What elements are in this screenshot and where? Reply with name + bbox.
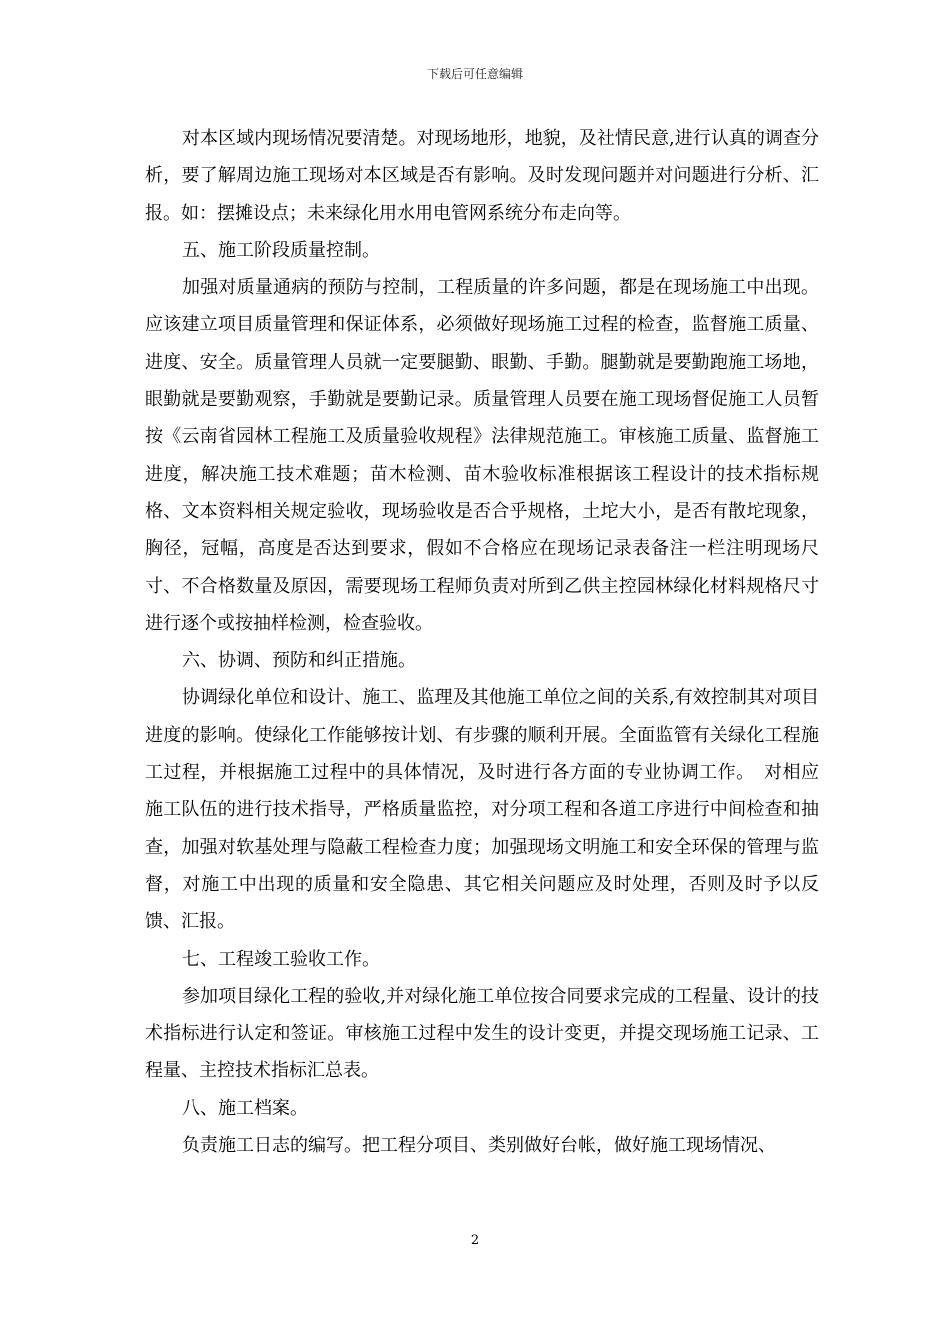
document-body: [145, 120, 819, 1164]
paragraph-quality-control: 加强对质量通病的预防与控制，工程质量的许多问题，都是在现场施工中出现。应该建立项目质量管理和保证体系，必须做好现场施工过程的检查，监督施工质量、进度、安全。质量管理人员就一定要腿勤、眼勤、手勤。腿勤就是要勤跑施工场地，眼勤就是要勤观察，手勤就是要勤记录。质量管理人员要在施工现场督促施工人员暂按《云南省园林工程施工及质量验收规程》法律规范施工。审核施工质量、监督施工进度，解决施工技术难题；苗木检测、苗木验收标准根据该工程设计的技术指标规格、文本资料相关规定验收，现场验收是否合乎规格，土坨大小，是否有散坨现象，胸径，冠幅，高度是否达到要求，假如不合格应在现场记录表备注一栏注明现场尺寸、不合格数量及原因，需要现场工程师负责对所到乙供主控园林绿化材料规格尺寸进行逐个或按抽样检测，检查验收。: [145, 277, 819, 634]
page-number: 2: [470, 1233, 480, 1248]
section-heading-7: 七、工程竣工验收工作。: [182, 948, 380, 970]
section-heading-8: 八、施工档案。: [182, 1097, 308, 1119]
section-heading-6: 六、协调、预防和纠正措施。: [182, 650, 416, 672]
paragraph-coordination: 协调绿化单位和设计、施工、监理及其他施工单位之间的关系,有效控制其对项目进度的影响。使绿化工作能够按计划、有步骤的顺利开展。全面监管有关绿化工程施工过程，并根据施工过程中的具体情况，及时进行各方面的专业协调工作。 对相应施工队伍的进行技术指导，严格质量监控，对分项工程和各道工序进行中间检查和抽查，加强对软基处理与隐蔽工程检查力度；加强现场文明施工和安全环保的管理与监督，对施工中出现的质量和安全隐患、其它相关问题应及时处理，否则及时予以反馈、汇报。: [145, 687, 819, 933]
page-header-note: 下载后可任意编辑: [426, 67, 523, 81]
paragraph-acceptance: 参加项目绿化工程的验收,并对绿化施工单位按合同要求完成的工程量、设计的技术指标进行认定和签证。审核施工过程中发生的设计变更，并提交现场施工记录、工程量、主控技术指标汇总表。: [145, 985, 819, 1082]
paragraph-archive: 负责施工日志的编写。把工程分项目、类别做好台帐，做好施工现场情况、: [182, 1135, 776, 1157]
section-heading-5: 五、施工阶段质量控制。: [182, 239, 380, 261]
paragraph-site-survey: 对本区域内现场情况要清楚。对现场地形，地貌，及社情民意,进行认真的调查分析，要了解周边施工现场对本区域是否有影响。及时发现问题并对问题进行分析、汇报。如：摆摊设点；未来绿化用水用电管网系统分布走向等。: [145, 128, 819, 224]
